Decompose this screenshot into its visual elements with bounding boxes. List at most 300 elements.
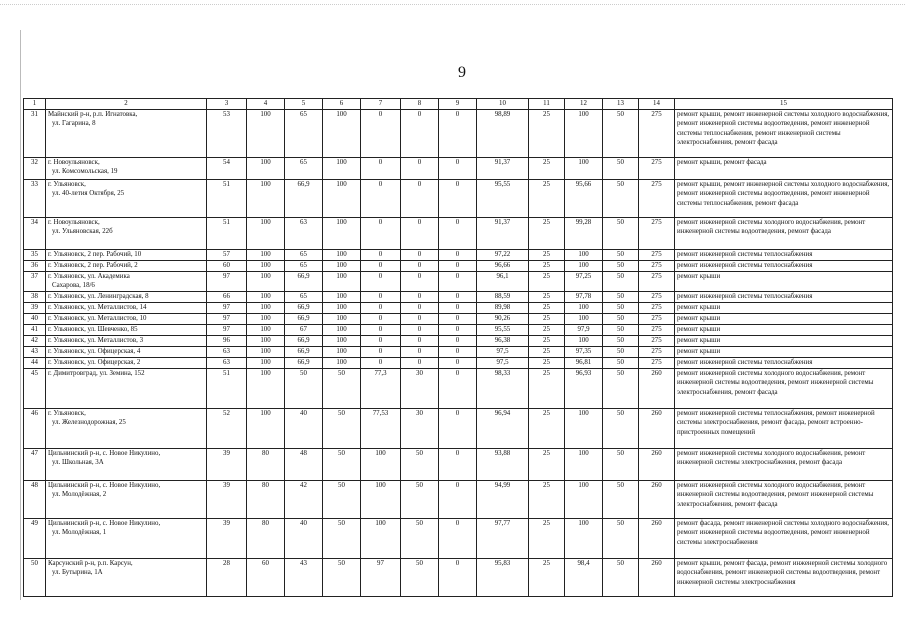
value-cell: 50: [323, 558, 361, 596]
value-cell: 94,99: [477, 480, 529, 518]
value-cell: 0: [439, 558, 477, 596]
value-cell: 50: [603, 109, 639, 157]
value-cell: 65: [285, 157, 323, 179]
value-cell: 0: [361, 157, 401, 179]
header-cell-8: 8: [401, 99, 439, 110]
value-cell: 260: [639, 368, 675, 408]
value-cell: 0: [361, 346, 401, 357]
value-cell: 100: [323, 291, 361, 302]
value-cell: 77,53: [361, 408, 401, 448]
value-cell: 50: [603, 271, 639, 291]
value-cell: 0: [361, 271, 401, 291]
address-cell: г. Ульяновск, ул. Академика Сахарова, 18/6: [46, 271, 207, 291]
table-row: [24, 217, 893, 249]
value-cell: 0: [401, 109, 439, 157]
housing-repair-table: [23, 98, 893, 597]
value-cell: 0: [439, 324, 477, 335]
row-number-cell: 31: [24, 109, 46, 157]
value-cell: 0: [361, 260, 401, 271]
row-number-cell: 48: [24, 480, 46, 518]
value-cell: 100: [323, 313, 361, 324]
table-row: [24, 302, 893, 313]
header-cell-12: 12: [565, 99, 603, 110]
value-cell: 100: [247, 179, 285, 217]
header-cell-9: 9: [439, 99, 477, 110]
value-cell: 275: [639, 302, 675, 313]
value-cell: 25: [529, 368, 565, 408]
value-cell: 275: [639, 346, 675, 357]
row-number-cell: 43: [24, 346, 46, 357]
work-types-cell: ремонт инженерной системы теплоснабжения: [675, 357, 893, 368]
row-number-cell: 47: [24, 448, 46, 480]
value-cell: 275: [639, 313, 675, 324]
value-cell: 89,98: [477, 302, 529, 313]
value-cell: 65: [285, 260, 323, 271]
value-cell: 98,33: [477, 368, 529, 408]
value-cell: 100: [565, 480, 603, 518]
value-cell: 100: [323, 335, 361, 346]
value-cell: 0: [401, 302, 439, 313]
value-cell: 100: [323, 157, 361, 179]
value-cell: 100: [323, 109, 361, 157]
table-row: [24, 346, 893, 357]
value-cell: 50: [603, 335, 639, 346]
value-cell: 0: [361, 313, 401, 324]
value-cell: 97,78: [565, 291, 603, 302]
work-types-cell: ремонт крыши, ремонт инженерной системы холодного водоснабжения, ремонт инженерной системы водоотведения, ремонт инженерной системы теплоснабжения, ремонт фасада: [675, 179, 893, 217]
value-cell: 275: [639, 271, 675, 291]
value-cell: 260: [639, 408, 675, 448]
value-cell: 97,5: [477, 346, 529, 357]
value-cell: 25: [529, 324, 565, 335]
value-cell: 0: [401, 260, 439, 271]
table-row: [24, 179, 893, 217]
value-cell: 25: [529, 408, 565, 448]
value-cell: 0: [439, 335, 477, 346]
header-cell-4: 4: [247, 99, 285, 110]
work-types-cell: ремонт инженерной системы холодного водоснабжения, ремонт инженерной системы электроснабжения, ремонт фасада: [675, 448, 893, 480]
work-types-cell: ремонт инженерной системы теплоснабжения: [675, 291, 893, 302]
value-cell: 0: [439, 346, 477, 357]
work-types-cell: ремонт крыши: [675, 335, 893, 346]
value-cell: 0: [401, 357, 439, 368]
value-cell: 50: [401, 448, 439, 480]
value-cell: 100: [323, 217, 361, 249]
table-row: [24, 558, 893, 596]
value-cell: 99,28: [565, 217, 603, 249]
value-cell: 0: [361, 324, 401, 335]
row-number-cell: 35: [24, 249, 46, 260]
value-cell: 0: [401, 313, 439, 324]
table-row: [24, 368, 893, 408]
value-cell: 65: [285, 249, 323, 260]
value-cell: 50: [603, 291, 639, 302]
value-cell: 0: [361, 302, 401, 313]
value-cell: 25: [529, 448, 565, 480]
work-types-cell: ремонт инженерной системы теплоснабжения, ремонт инженерной системы электроснабжения, ремонт фасада, ремонт встроенно-пристроенных помещений: [675, 408, 893, 448]
value-cell: 50: [401, 558, 439, 596]
table-row: [24, 408, 893, 448]
value-cell: 93,88: [477, 448, 529, 480]
value-cell: 100: [247, 357, 285, 368]
value-cell: 100: [247, 302, 285, 313]
value-cell: 80: [247, 448, 285, 480]
value-cell: 0: [361, 217, 401, 249]
work-types-cell: ремонт инженерной системы холодного водоснабжения, ремонт инженерной системы водоотведения, ремонт фасада: [675, 217, 893, 249]
value-cell: 275: [639, 291, 675, 302]
value-cell: 100: [247, 157, 285, 179]
value-cell: 100: [361, 518, 401, 558]
value-cell: 50: [603, 368, 639, 408]
work-types-cell: ремонт инженерной системы теплоснабжения: [675, 249, 893, 260]
value-cell: 97,35: [565, 346, 603, 357]
value-cell: 98,89: [477, 109, 529, 157]
value-cell: 0: [439, 217, 477, 249]
value-cell: 80: [247, 480, 285, 518]
value-cell: 25: [529, 271, 565, 291]
value-cell: 25: [529, 313, 565, 324]
value-cell: 100: [565, 302, 603, 313]
work-types-cell: ремонт крыши, ремонт фасада, ремонт инженерной системы холодного водоснабжения, ремонт инженерной системы водоотведения, ремонт инженерной системы электроснабжения: [675, 558, 893, 596]
value-cell: 0: [361, 109, 401, 157]
value-cell: 63: [207, 357, 247, 368]
value-cell: 275: [639, 217, 675, 249]
value-cell: 0: [439, 271, 477, 291]
header-cell-11: 11: [529, 99, 565, 110]
value-cell: 50: [323, 448, 361, 480]
table-row: [24, 313, 893, 324]
value-cell: 0: [361, 249, 401, 260]
value-cell: 95,66: [565, 179, 603, 217]
value-cell: 65: [285, 109, 323, 157]
value-cell: 0: [401, 335, 439, 346]
value-cell: 40: [285, 518, 323, 558]
row-number-cell: 46: [24, 408, 46, 448]
value-cell: 0: [439, 249, 477, 260]
value-cell: 39: [207, 480, 247, 518]
value-cell: 96,81: [565, 357, 603, 368]
table-row: [24, 291, 893, 302]
address-cell: г. Ульяновск, ул. Офицерская, 4: [46, 346, 207, 357]
work-types-cell: ремонт инженерной системы холодного водоснабжения, ремонт инженерной системы водоотведения, ремонт инженерной системы электроснабжения, ремонт фасада: [675, 368, 893, 408]
value-cell: 66,9: [285, 313, 323, 324]
address-cell: г. Новоульяновск, ул. Ульяновская, 22б: [46, 217, 207, 249]
table-row: [24, 448, 893, 480]
value-cell: 97: [207, 324, 247, 335]
value-cell: 0: [439, 291, 477, 302]
value-cell: 0: [401, 346, 439, 357]
table-row: [24, 271, 893, 291]
value-cell: 97,77: [477, 518, 529, 558]
value-cell: 0: [439, 448, 477, 480]
value-cell: 100: [323, 249, 361, 260]
value-cell: 25: [529, 346, 565, 357]
page-number: 9: [458, 64, 466, 81]
value-cell: 66,9: [285, 357, 323, 368]
address-cell: г. Ульяновск, 2 пер. Рабочий, 10: [46, 249, 207, 260]
value-cell: 260: [639, 558, 675, 596]
value-cell: 100: [565, 109, 603, 157]
value-cell: 95,55: [477, 324, 529, 335]
header-cell-3: 3: [207, 99, 247, 110]
header-cell-13: 13: [603, 99, 639, 110]
value-cell: 66: [207, 291, 247, 302]
value-cell: 25: [529, 217, 565, 249]
value-cell: 100: [247, 249, 285, 260]
value-cell: 42: [285, 480, 323, 518]
value-cell: 100: [323, 357, 361, 368]
value-cell: 0: [439, 157, 477, 179]
value-cell: 50: [603, 157, 639, 179]
value-cell: 100: [323, 302, 361, 313]
value-cell: 25: [529, 249, 565, 260]
address-cell: г. Ульяновск, ул. Шевченко, 85: [46, 324, 207, 335]
address-cell: г. Новоульяновск, ул. Комсомольская, 19: [46, 157, 207, 179]
value-cell: 25: [529, 179, 565, 217]
value-cell: 50: [401, 518, 439, 558]
value-cell: 50: [323, 408, 361, 448]
value-cell: 25: [529, 302, 565, 313]
value-cell: 100: [323, 179, 361, 217]
value-cell: 66,9: [285, 346, 323, 357]
value-cell: 100: [565, 518, 603, 558]
value-cell: 0: [401, 249, 439, 260]
value-cell: 50: [323, 480, 361, 518]
value-cell: 97: [207, 271, 247, 291]
value-cell: 275: [639, 109, 675, 157]
address-cell: г. Ульяновск, 2 пер. Рабочий, 2: [46, 260, 207, 271]
value-cell: 97: [207, 313, 247, 324]
value-cell: 54: [207, 157, 247, 179]
value-cell: 30: [401, 368, 439, 408]
table-row: [24, 157, 893, 179]
value-cell: 50: [603, 448, 639, 480]
address-cell: Майнский р-н, р.п. Игнатовка, ул. Гагарина, 8: [46, 109, 207, 157]
value-cell: 63: [207, 346, 247, 357]
value-cell: 100: [247, 324, 285, 335]
value-cell: 100: [247, 346, 285, 357]
value-cell: 275: [639, 260, 675, 271]
page-margin-line: [20, 30, 21, 600]
value-cell: 0: [439, 408, 477, 448]
value-cell: 0: [439, 179, 477, 217]
row-number-cell: 45: [24, 368, 46, 408]
value-cell: 100: [247, 260, 285, 271]
row-number-cell: 38: [24, 291, 46, 302]
value-cell: 91,37: [477, 157, 529, 179]
header-cell-2: 2: [46, 99, 207, 110]
scan-top-dots: [0, 4, 905, 6]
value-cell: 25: [529, 260, 565, 271]
value-cell: 0: [361, 291, 401, 302]
value-cell: 60: [247, 558, 285, 596]
value-cell: 260: [639, 480, 675, 518]
value-cell: 30: [401, 408, 439, 448]
address-cell: Цильнинский р-н, с. Новое Никулино, ул. Молодёжная, 1: [46, 518, 207, 558]
work-types-cell: ремонт фасада, ремонт инженерной системы холодного водоснабжения, ремонт инженерной системы водоотведения, ремонт инженерной системы электроснабжения: [675, 518, 893, 558]
address-cell: г. Ульяновск, ул. Металлистов, 3: [46, 335, 207, 346]
value-cell: 66,9: [285, 302, 323, 313]
address-cell: г. Ульяновск, ул. Металлистов, 10: [46, 313, 207, 324]
value-cell: 275: [639, 179, 675, 217]
row-number-cell: 37: [24, 271, 46, 291]
header-cell-15: 15: [675, 99, 893, 110]
value-cell: 40: [285, 408, 323, 448]
header-row: [24, 99, 893, 110]
value-cell: 0: [439, 109, 477, 157]
value-cell: 57: [207, 249, 247, 260]
row-number-cell: 34: [24, 217, 46, 249]
value-cell: 0: [361, 335, 401, 346]
table-row: [24, 324, 893, 335]
value-cell: 95,83: [477, 558, 529, 596]
value-cell: 100: [247, 368, 285, 408]
value-cell: 0: [401, 271, 439, 291]
value-cell: 0: [401, 324, 439, 335]
value-cell: 95,55: [477, 179, 529, 217]
value-cell: 77,3: [361, 368, 401, 408]
value-cell: 100: [565, 408, 603, 448]
row-number-cell: 44: [24, 357, 46, 368]
value-cell: 100: [565, 448, 603, 480]
address-cell: Цильнинский р-н, с. Новое Никулино, ул. Школьная, 3А: [46, 448, 207, 480]
work-types-cell: ремонт крыши, ремонт фасада: [675, 157, 893, 179]
value-cell: 100: [361, 448, 401, 480]
value-cell: 50: [603, 558, 639, 596]
value-cell: 100: [247, 335, 285, 346]
value-cell: 50: [603, 346, 639, 357]
value-cell: 60: [207, 260, 247, 271]
value-cell: 50: [603, 480, 639, 518]
value-cell: 100: [247, 217, 285, 249]
value-cell: 50: [603, 518, 639, 558]
value-cell: 25: [529, 357, 565, 368]
value-cell: 25: [529, 109, 565, 157]
row-number-cell: 50: [24, 558, 46, 596]
work-types-cell: ремонт крыши: [675, 346, 893, 357]
header-cell-7: 7: [361, 99, 401, 110]
value-cell: 91,37: [477, 217, 529, 249]
value-cell: 50: [401, 480, 439, 518]
value-cell: 50: [323, 518, 361, 558]
work-types-cell: ремонт инженерной системы холодного водоснабжения, ремонт инженерной системы водоотведения, ремонт инженерной системы электроснабжения, ремонт фасада: [675, 480, 893, 518]
address-cell: г. Ульяновск, ул. Металлистов, 14: [46, 302, 207, 313]
address-cell: г. Ульяновск, ул. 40-летия Октября, 25: [46, 179, 207, 217]
address-cell: г. Ульяновск, ул. Офицерская, 2: [46, 357, 207, 368]
row-number-cell: 41: [24, 324, 46, 335]
work-types-cell: ремонт крыши: [675, 302, 893, 313]
work-types-cell: ремонт инженерной системы теплоснабжения: [675, 260, 893, 271]
value-cell: 100: [247, 408, 285, 448]
value-cell: 97,22: [477, 249, 529, 260]
table-row: [24, 249, 893, 260]
value-cell: 43: [285, 558, 323, 596]
table-row: [24, 260, 893, 271]
value-cell: 100: [323, 260, 361, 271]
value-cell: 100: [323, 271, 361, 291]
value-cell: 25: [529, 558, 565, 596]
value-cell: 0: [401, 217, 439, 249]
row-number-cell: 36: [24, 260, 46, 271]
header-cell-10: 10: [477, 99, 529, 110]
value-cell: 53: [207, 109, 247, 157]
table-row: [24, 480, 893, 518]
value-cell: 97,5: [477, 357, 529, 368]
header-cell-6: 6: [323, 99, 361, 110]
value-cell: 96,38: [477, 335, 529, 346]
row-number-cell: 42: [24, 335, 46, 346]
value-cell: 50: [603, 324, 639, 335]
value-cell: 100: [565, 249, 603, 260]
header-cell-1: 1: [24, 99, 46, 110]
value-cell: 98,4: [565, 558, 603, 596]
work-types-cell: ремонт крыши: [675, 324, 893, 335]
value-cell: 100: [565, 313, 603, 324]
row-number-cell: 39: [24, 302, 46, 313]
value-cell: 66,9: [285, 335, 323, 346]
value-cell: 50: [603, 302, 639, 313]
value-cell: 100: [565, 335, 603, 346]
value-cell: 96,93: [565, 368, 603, 408]
address-cell: Цильнинский р-н, с. Новое Никулино, ул. Молодёжная, 2: [46, 480, 207, 518]
row-number-cell: 32: [24, 157, 46, 179]
value-cell: 90,26: [477, 313, 529, 324]
value-cell: 0: [439, 313, 477, 324]
work-types-cell: ремонт крыши, ремонт инженерной системы холодного водоснабжения, ремонт инженерной системы водоотведения, ремонт инженерной системы теплоснабжения, ремонт инженерной системы электроснабжения, ремонт фасада: [675, 109, 893, 157]
value-cell: 0: [439, 260, 477, 271]
value-cell: 25: [529, 335, 565, 346]
value-cell: 80: [247, 518, 285, 558]
value-cell: 67: [285, 324, 323, 335]
row-number-cell: 33: [24, 179, 46, 217]
value-cell: 260: [639, 448, 675, 480]
address-cell: г. Ульяновск, ул. Ленинградская, 8: [46, 291, 207, 302]
work-types-cell: ремонт крыши: [675, 313, 893, 324]
value-cell: 100: [247, 271, 285, 291]
value-cell: 275: [639, 335, 675, 346]
value-cell: 0: [361, 179, 401, 217]
value-cell: 0: [439, 368, 477, 408]
row-number-cell: 49: [24, 518, 46, 558]
value-cell: 100: [565, 157, 603, 179]
header-cell-5: 5: [285, 99, 323, 110]
value-cell: 100: [247, 109, 285, 157]
value-cell: 100: [247, 291, 285, 302]
value-cell: 0: [401, 179, 439, 217]
address-cell: г. Димитровград, ул. Земина, 152: [46, 368, 207, 408]
value-cell: 97: [361, 558, 401, 596]
value-cell: 275: [639, 324, 675, 335]
value-cell: 100: [565, 260, 603, 271]
address-cell: Карсунский р-н, р.п. Карсун, ул. Бутырина, 1А: [46, 558, 207, 596]
table-row: [24, 109, 893, 157]
value-cell: 275: [639, 249, 675, 260]
value-cell: 51: [207, 179, 247, 217]
value-cell: 0: [439, 518, 477, 558]
value-cell: 100: [323, 324, 361, 335]
value-cell: 25: [529, 291, 565, 302]
value-cell: 96,94: [477, 408, 529, 448]
value-cell: 100: [361, 480, 401, 518]
value-cell: 50: [603, 313, 639, 324]
value-cell: 96: [207, 335, 247, 346]
value-cell: 66,9: [285, 271, 323, 291]
value-cell: 48: [285, 448, 323, 480]
value-cell: 51: [207, 368, 247, 408]
value-cell: 50: [603, 357, 639, 368]
value-cell: 97,9: [565, 324, 603, 335]
address-cell: г. Ульяновск, ул. Железнодорожная, 25: [46, 408, 207, 448]
